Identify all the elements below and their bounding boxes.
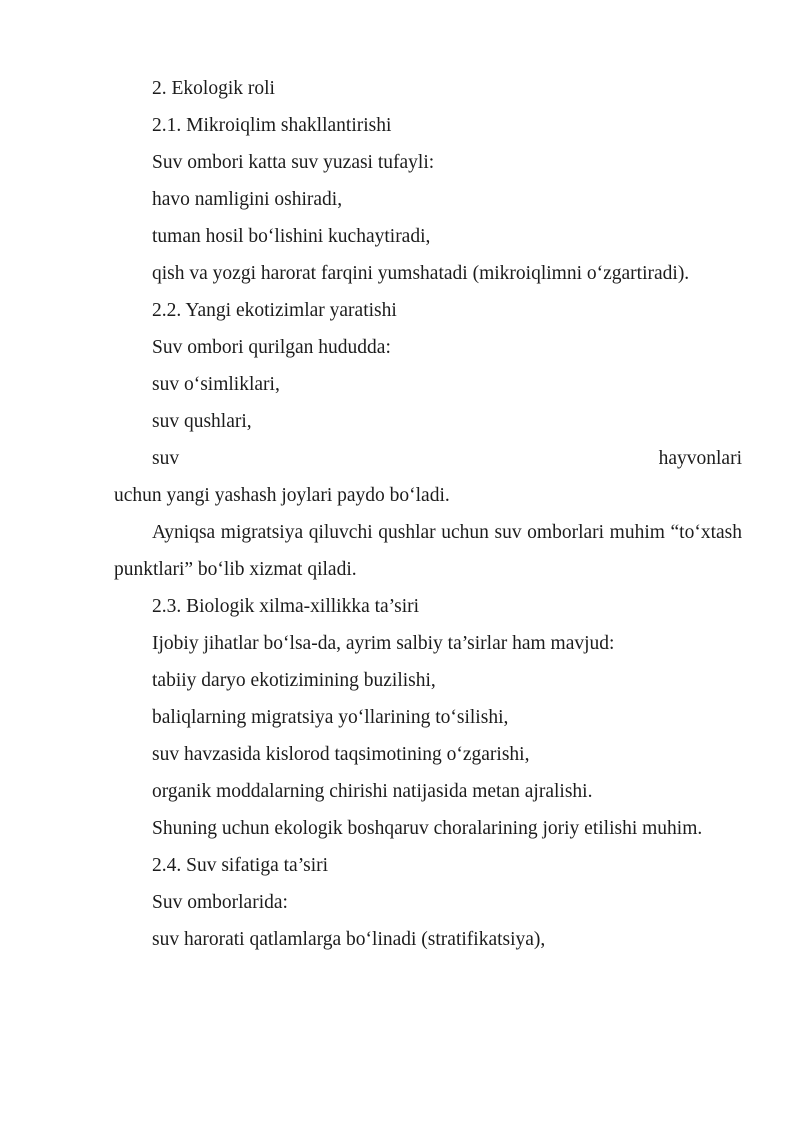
list-item: baliqlarning migratsiya yo‘llarining to‘silishi, [152,707,509,728]
paragraph: Suv omborlarida: [152,892,288,913]
list-item: suv harorati qatlamlarga bo‘linadi (stratifikatsiya), [152,929,546,950]
paragraph-continuation: uchun yangi yashash joylari paydo bo‘ladi. [114,485,450,506]
list-item: qish va yozgi harorat farqini yumshatadi (mikroiqlimni o‘zgartiradi). [152,263,690,284]
list-item: suv hayvonlari [152,448,742,469]
paragraph: Shuning uchun ekologik boshqaruv choralarining joriy etilishi muhim. [152,818,703,839]
list-item: suv o‘simliklari, [152,374,280,395]
document-body [114,70,742,958]
list-item: tabiiy daryo ekotizimining buzilishi, [152,670,436,691]
subsection-heading: 2.4. Suv sifatiga ta’siri [152,855,329,876]
section-heading: 2. Ekologik roli [152,78,275,99]
subsection-heading: 2.3. Biologik xilma-xillikka ta’siri [152,596,420,617]
paragraph: Ijobiy jihatlar bo‘lsa-da, ayrim salbiy ta’sirlar ham mavjud: [152,633,615,654]
list-item: suv havzasida kislorod taqsimotining o‘zgarishi, [152,744,530,765]
subsection-heading: 2.2. Yangi ekotizimlar yaratishi [152,300,397,321]
list-item: suv qushlari, [152,411,252,432]
list-item: organik moddalarning chirishi natijasida metan ajralishi. [152,781,593,802]
subsection-heading: 2.1. Mikroiqlim shakllantirishi [152,115,392,136]
list-item: havo namligini oshiradi, [152,189,343,210]
paragraph: Ayniqsa migratsiya qiluvchi qushlar uchun suv omborlari muhim “to‘xtash punktlari” bo‘lib xizmat qiladi. [114,522,742,580]
paragraph: Suv ombori qurilgan hududda: [152,337,391,358]
list-item: tuman hosil bo‘lishini kuchaytiradi, [152,226,431,247]
paragraph: Suv ombori katta suv yuzasi tufayli: [152,152,435,173]
